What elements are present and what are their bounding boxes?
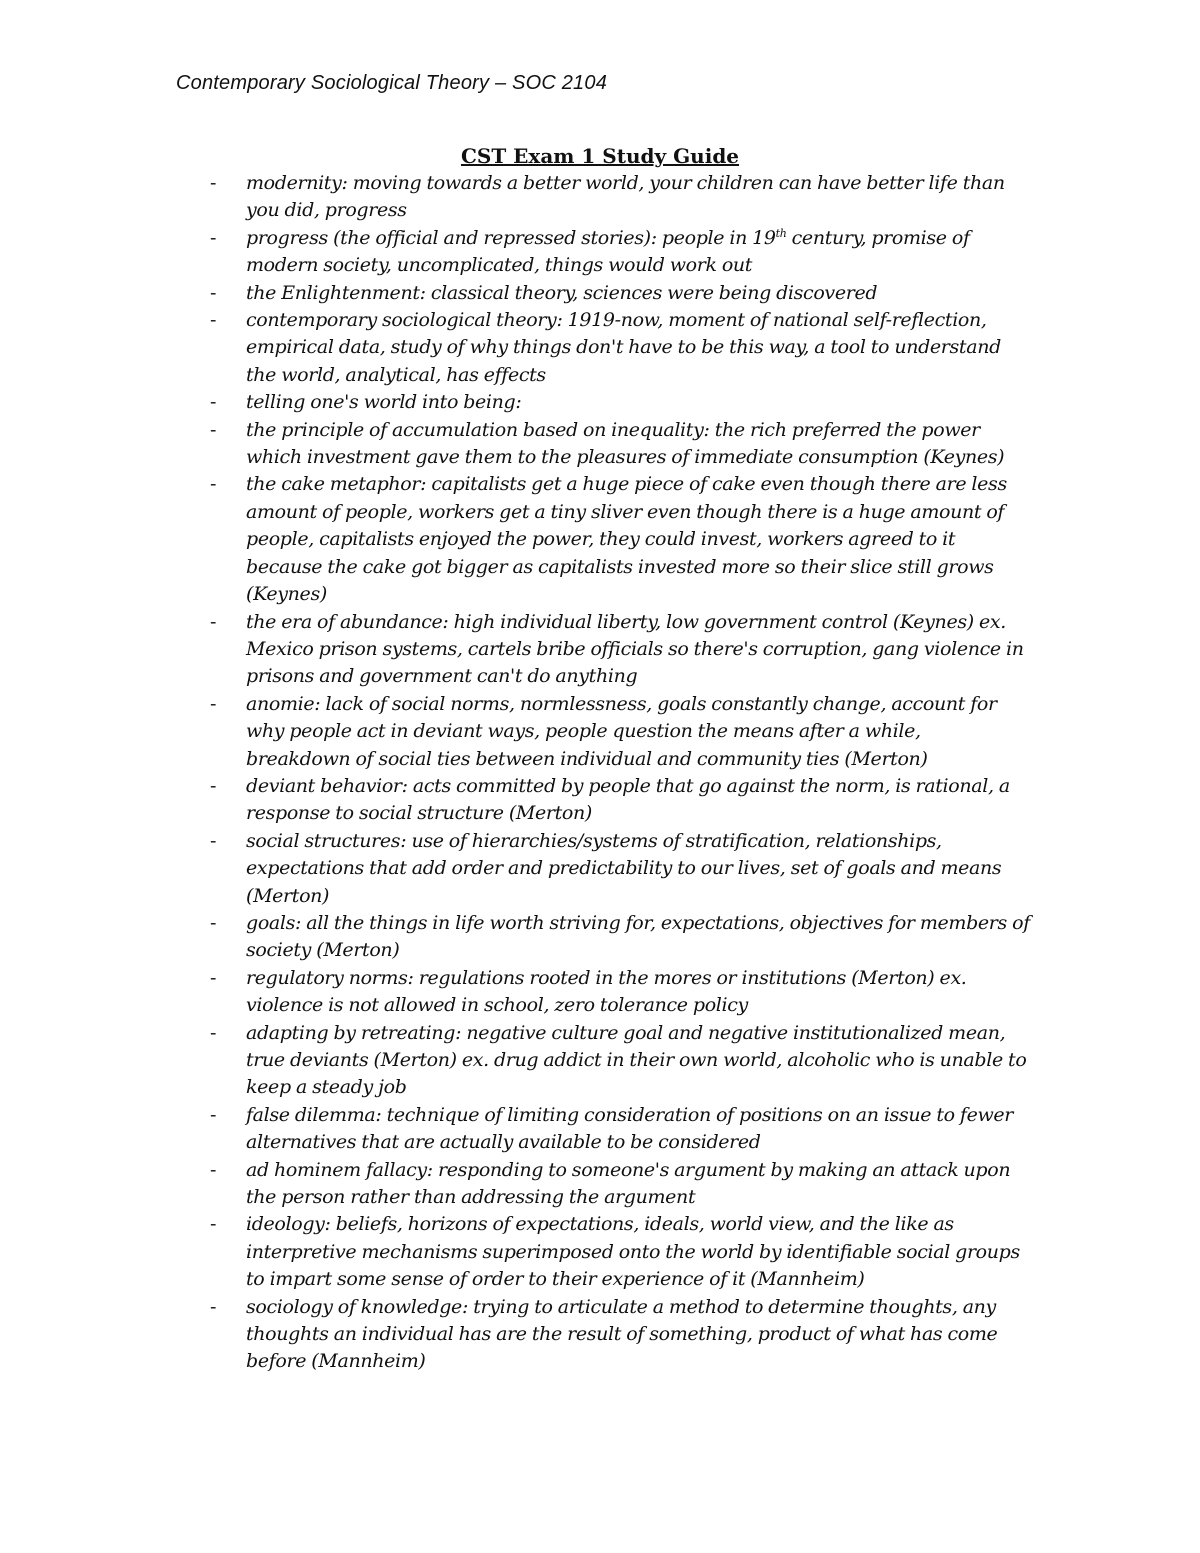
bullet-dash: -: [210, 1021, 217, 1044]
list-item-text: regulatory norms: regulations rooted in the mores or institutions (Merton) ex. violence is not allowed in school, zero tolerance policy: [246, 966, 967, 1017]
page-title: CST Exam 1 Study Guide: [460, 144, 740, 168]
list-item-text: sociology of knowledge: trying to articulate a method to determine thoughts, any thoughts an individual has are the result of something, product of what has come before (Mannheim): [246, 1295, 998, 1373]
list-item-text: the cake metaphor: capitalists get a huge piece of cake even though there are less amount of people, workers get a tiny sliver even though there is a huge amount of people, capitalists enjoyed the power, they could invest, workers agreed to it because the cake got bigger as capitalists invested more so their slice still grows (Keynes): [246, 473, 1007, 606]
list-item-text: contemporary sociological theory: 1919-now, moment of national self-reflection, empirical data, study of why things don't have to be this way, a tool to understand the world, analytical, has effects: [246, 309, 1001, 386]
list-item: [210, 1102, 1030, 1157]
bullet-dash: -: [210, 774, 217, 797]
list-item-text: goals: all the things in life worth striving for, expectations, objectives for members of society (Merton): [246, 911, 1030, 962]
course-header: Contemporary Sociological Theory – SOC 2104: [176, 72, 608, 94]
bullet-dash: -: [210, 610, 217, 633]
list-item: [210, 280, 1030, 307]
bullet-dash: -: [210, 309, 217, 332]
list-item-text: false dilemma: technique of limiting consideration of positions on an issue to fewer alternatives that are actually available to be considered: [246, 1103, 1013, 1154]
list-item: [210, 417, 1030, 472]
bullet-dash: -: [210, 692, 217, 715]
list-item: [210, 389, 1030, 416]
list-item-text: progress (the official and repressed stories): people in 19: [246, 226, 776, 249]
bullet-dash: -: [210, 1103, 217, 1126]
bullet-dash: -: [210, 281, 217, 304]
list-item: [210, 828, 1030, 910]
list-item: [210, 1294, 1030, 1376]
bullet-dash: -: [210, 1158, 217, 1181]
list-item-text: telling one's world into being:: [246, 391, 522, 414]
list-item-text: century, promise of modern society, uncomplicated, things would work out: [246, 226, 970, 277]
list-item: [210, 307, 1030, 389]
list-item: [210, 609, 1030, 691]
list-item-text: the era of abundance: high individual liberty, low government control (Keynes) ex. Mexico prison systems, cartels bribe officials so there's corruption, gang violence in prisons and government can't do anything: [246, 610, 1024, 688]
list-item-text: adapting by retreating: negative culture goal and negative institutionalized mean, true deviants (Merton) ex. drug addict in their own world, alcoholic who is unable to keep a steady job: [246, 1021, 1027, 1099]
list-item-text: modernity: moving towards a better world, your children can have better life than you did, progress: [246, 172, 1005, 222]
list-item: [210, 1020, 1030, 1102]
ordinal-superscript: th: [775, 226, 787, 240]
bullet-dash: -: [210, 391, 217, 414]
list-item: [210, 965, 1030, 1020]
list-item-text: anomie: lack of social norms, normlessness, goals constantly change, account for why people act in deviant ways, people question the means after a while, breakdown of social ties between individual and community ties (Merton): [246, 692, 997, 770]
list-item: [210, 910, 1030, 965]
bullet-dash: -: [210, 473, 217, 496]
list-item: [210, 773, 1030, 828]
bullet-dash: -: [210, 966, 217, 989]
list-item-text: social structures: use of hierarchies/systems of stratification, relationships, expectations that add order and predictability to our lives, set of goals and means (Merton): [246, 829, 1002, 907]
list-item: [210, 225, 1030, 280]
list-item: [210, 471, 1030, 608]
list-item: [210, 1211, 1030, 1293]
bullet-dash: -: [210, 418, 217, 441]
list-item-text: ad hominem fallacy: responding to someone's argument by making an attack upon the person rather than addressing the argument: [246, 1158, 1011, 1209]
bullet-dash: -: [210, 911, 217, 934]
list-item-text: deviant behavior: acts committed by people that go against the norm, is rational, a response to social structure (Merton): [246, 774, 1010, 825]
study-guide-list: [210, 170, 1030, 1376]
bullet-dash: -: [210, 1213, 217, 1236]
list-item-text: ideology: beliefs, horizons of expectations, ideals, world view, and the like as interpretive mechanisms superimposed onto the world by identifiable social groups to impart some sense of order to their experience of it (Mannheim): [246, 1213, 1020, 1291]
list-item: [210, 691, 1030, 773]
bullet-dash: -: [210, 1295, 217, 1318]
bullet-dash: -: [210, 829, 217, 852]
list-item: [210, 170, 1030, 225]
bullet-dash: -: [210, 172, 217, 194]
list-item: [210, 1157, 1030, 1212]
list-item-text: the principle of accumulation based on inequality: the rich preferred the power which investment gave them to the pleasures of immediate consumption (Keynes): [246, 418, 1005, 469]
bullet-dash: -: [210, 226, 217, 249]
list-item-text: the Enlightenment: classical theory, sciences were being discovered: [246, 281, 878, 304]
